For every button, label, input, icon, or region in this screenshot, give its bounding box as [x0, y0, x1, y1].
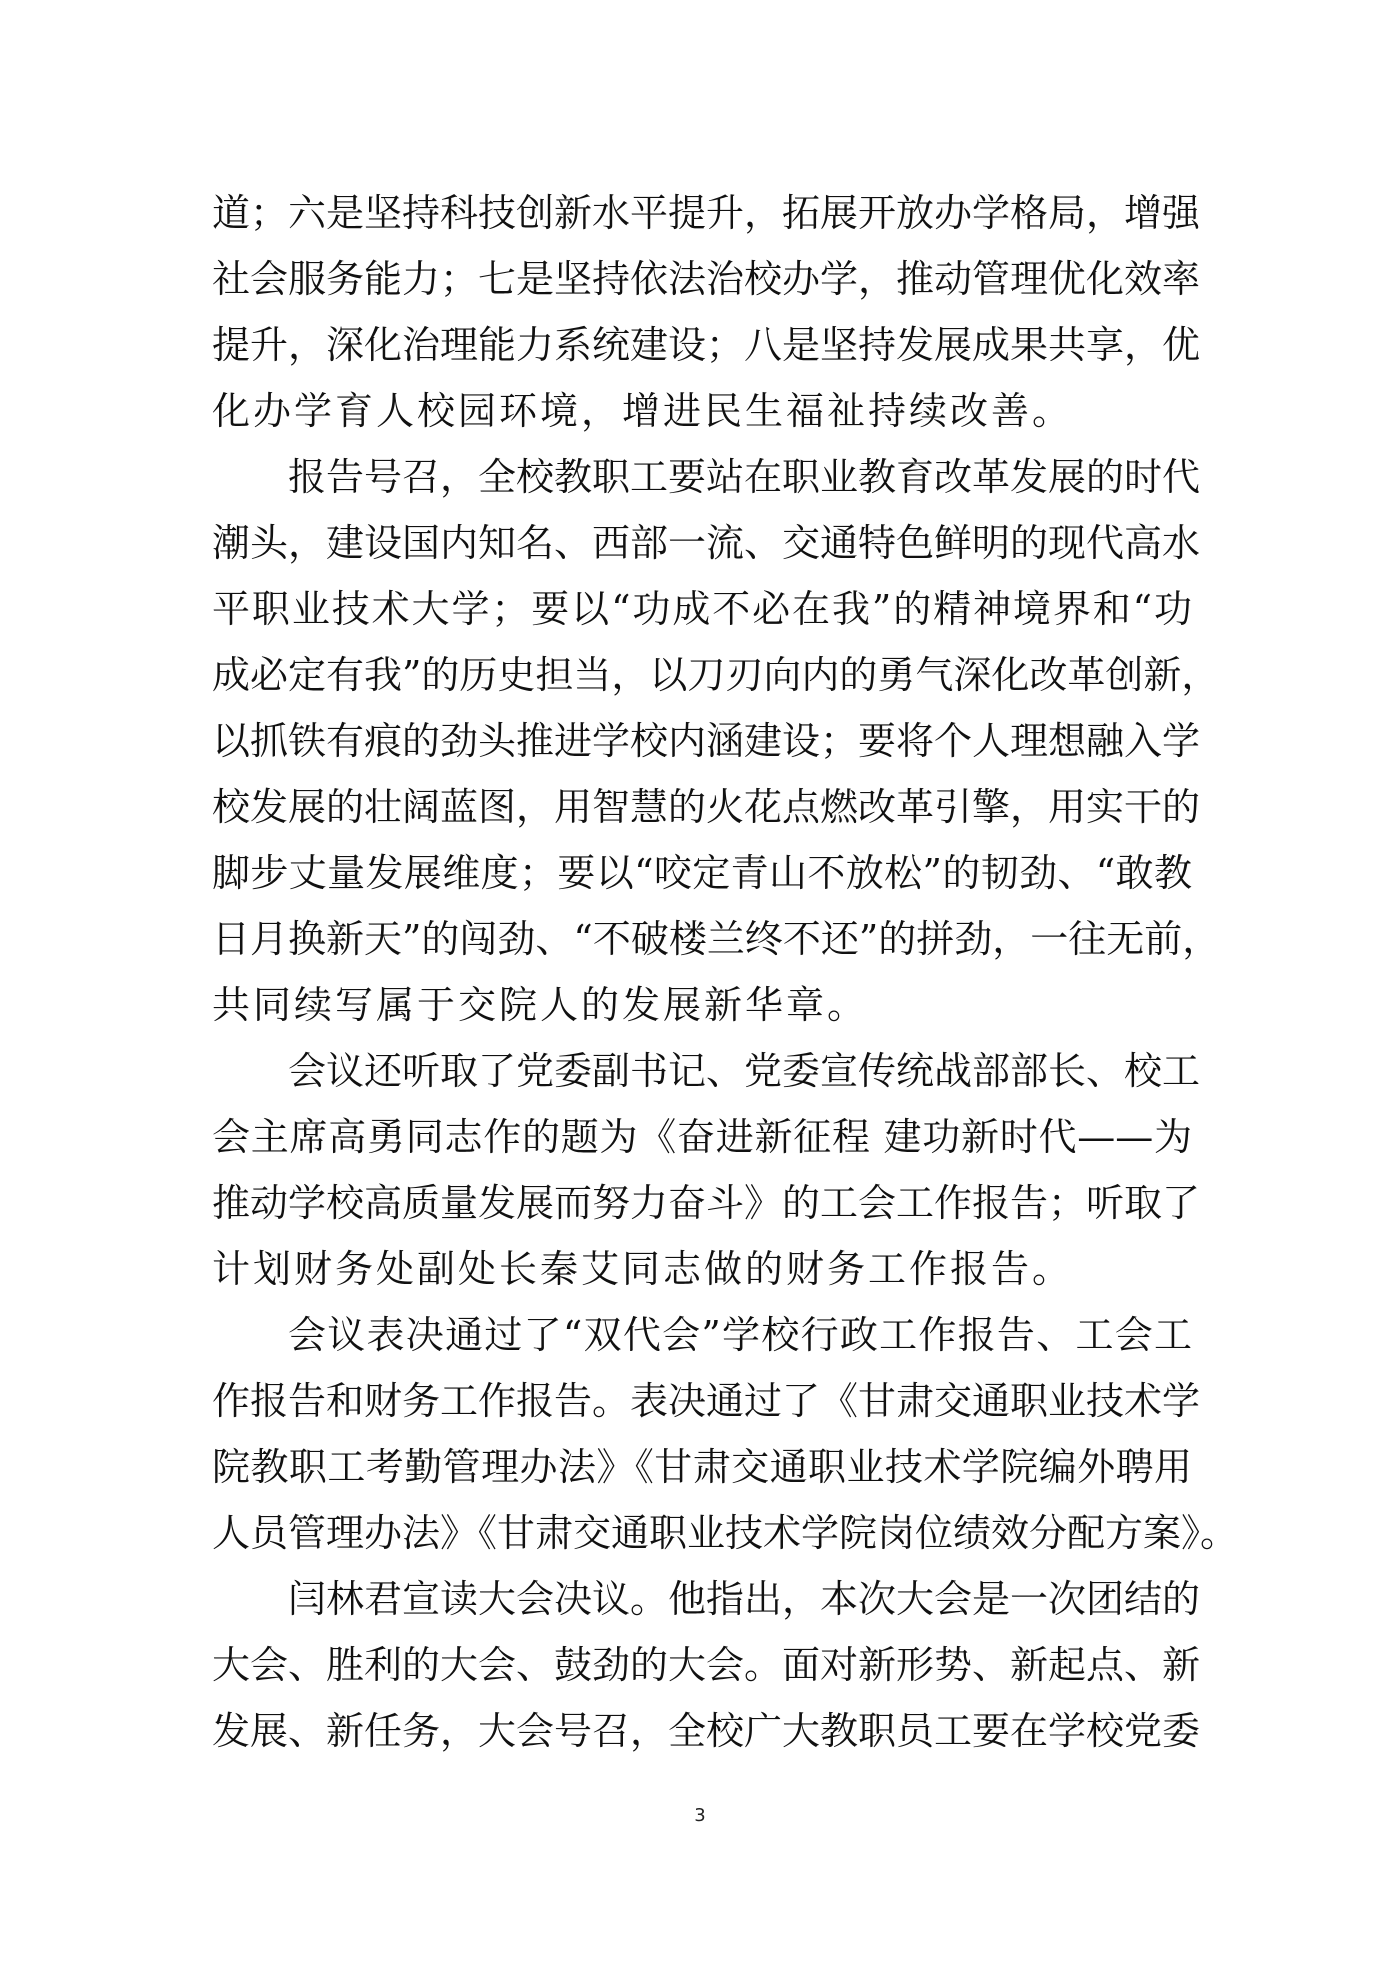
text-line: 人员管理办法》《甘肃交通职业技术学院岗位绩效分配方案》。: [212, 1511, 1239, 1555]
text-line: 以抓铁有痕的劲头推进学校内涵建设；要将个人理想融入学: [212, 719, 1201, 763]
text-line: 会主席高勇同志作的题为《奋进新征程 建功新时代——为: [212, 1115, 1192, 1159]
text-line: 计划财务处副处长秦艾同志做的财务工作报告。: [212, 1247, 1074, 1291]
text-line: 大会、胜利的大会、鼓劲的大会。面对新形势、新起点、新: [212, 1643, 1201, 1687]
text-line: 化办学育人校园环境，增进民生福祉持续改善。: [212, 389, 1074, 433]
text-line: 校发展的壮阔蓝图，用智慧的火花点燃改革引擎，用实干的: [212, 785, 1201, 829]
body-text: [212, 180, 1239, 1764]
text-line: 院教职工考勤管理办法》《甘肃交通职业技术学院编外聘用: [212, 1445, 1192, 1489]
text-line: 共同续写属于交院人的发展新华章。: [212, 983, 869, 1027]
text-line: 报告号召，全校教职工要站在职业教育改革发展的时代: [288, 455, 1201, 499]
text-line: 潮头，建设国内知名、西部一流、交通特色鲜明的现代高水: [212, 521, 1201, 565]
text-line: 日月换新天”的闯劲、“不破楼兰终不还”的拼劲，一往无前，: [212, 917, 1221, 961]
text-line: 推动学校高质量发展而努力奋斗》的工会工作报告；听取了: [212, 1181, 1201, 1225]
text-line: 社会服务能力；七是坚持依法治校办学，推动管理优化效率: [212, 257, 1201, 301]
text-line: 平职业技术大学；要以“功成不必在我”的精神境界和“功: [212, 587, 1192, 631]
text-line: 作报告和财务工作报告。表决通过了《甘肃交通职业技术学: [212, 1379, 1201, 1423]
text-line: 道；六是坚持科技创新水平提升，拓展开放办学格局，增强: [212, 191, 1201, 235]
text-line: 会议还听取了党委副书记、党委宣传统战部部长、校工: [288, 1049, 1201, 1093]
text-line: 脚步丈量发展维度；要以“咬定青山不放松”的韧劲、“敢教: [212, 851, 1192, 895]
text-line: 闫林君宣读大会决议。他指出，本次大会是一次团结的: [288, 1577, 1201, 1621]
text-line: 提升，深化治理能力系统建设；八是坚持发展成果共享，优: [212, 323, 1201, 367]
text-line: 发展、新任务，大会号召，全校广大教职员工要在学校党委: [212, 1709, 1201, 1753]
page-number: 3: [694, 1805, 706, 1826]
text-line: 会议表决通过了“双代会”学校行政工作报告、工会工: [288, 1313, 1192, 1357]
text-line: 成必定有我”的历史担当，以刀刃向内的勇气深化改革创新，: [212, 653, 1220, 697]
